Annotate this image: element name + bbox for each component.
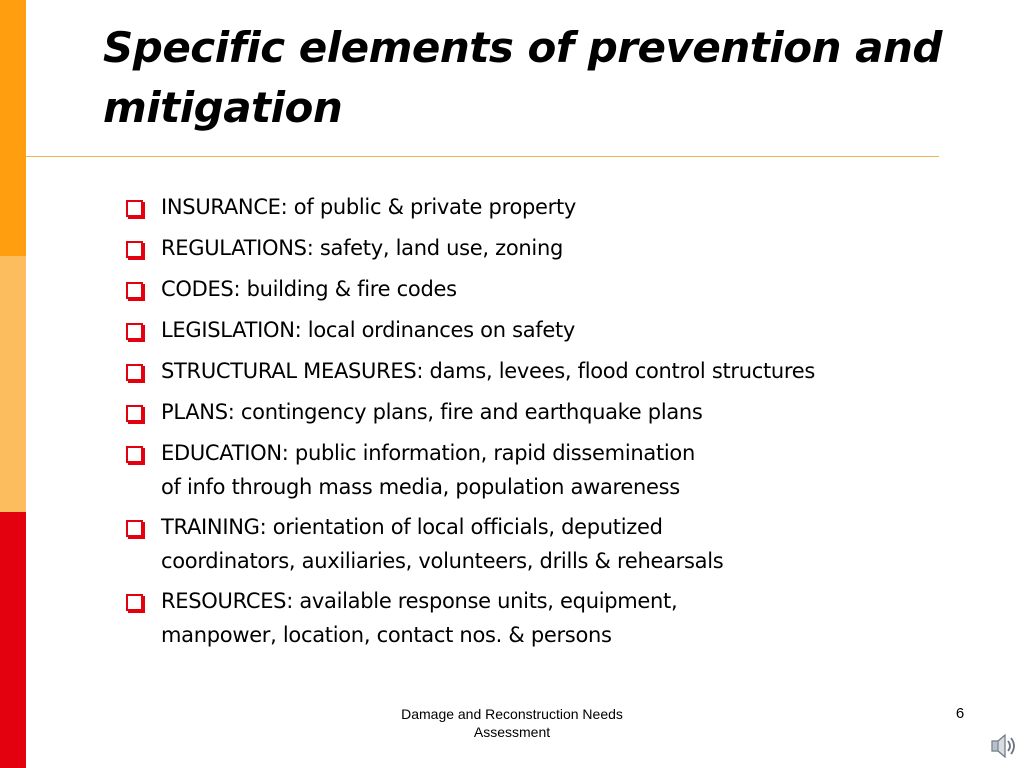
bullet-text: CODES: building & fire codes [161, 277, 457, 301]
bullet-text: PLANS: contingency plans, fire and earthquake plans [161, 400, 703, 424]
list-item [124, 231, 1004, 266]
checkbox-square-icon [126, 241, 143, 258]
speaker-icon-graphic [988, 730, 1018, 762]
list-item [124, 354, 1004, 389]
side-bar-orange [0, 0, 26, 256]
checkbox-square-icon [126, 520, 143, 537]
bullet-text-line2: of info through mass media, population awareness [161, 475, 680, 499]
footer-line2: Assessment [473, 724, 551, 740]
list-item [124, 313, 1004, 348]
bullet-text-line1: TRAINING: orientation of local officials, deputized [161, 515, 663, 539]
list-item [124, 510, 1004, 578]
speaker-icon[interactable] [988, 730, 1018, 762]
list-item [124, 584, 1004, 652]
bullet-text-line1: RESOURCES: available response units, equipment, [161, 589, 678, 613]
bullet-text-line2: coordinators, auxiliaries, volunteers, drills & rehearsals [161, 549, 724, 573]
list-item [124, 395, 1004, 430]
bullet-list [124, 190, 1004, 658]
list-item [124, 436, 1004, 504]
slide-title: Specific elements of prevention and mitigation [103, 23, 942, 132]
footer-line1: Damage and Reconstruction Needs [401, 706, 623, 722]
checkbox-square-icon [126, 594, 143, 611]
bullet-text: LEGISLATION: local ordinances on safety [161, 318, 576, 342]
checkbox-square-icon [126, 282, 143, 299]
checkbox-square-icon [126, 446, 143, 463]
page-number: 6 [955, 705, 965, 722]
checkbox-square-icon [126, 200, 143, 217]
title-divider [26, 156, 939, 157]
bullet-text: REGULATIONS: safety, land use, zoning [161, 236, 563, 260]
bullet-text: STRUCTURAL MEASURES: dams, levees, flood control structures [161, 359, 816, 383]
list-item [124, 272, 1004, 307]
footer-text [362, 705, 662, 741]
bullet-text-line1: EDUCATION: public information, rapid dissemination [161, 441, 695, 465]
side-bar-red [0, 512, 26, 768]
bullet-text-line2: manpower, location, contact nos. & persons [161, 623, 612, 647]
bullet-text: INSURANCE: of public & private property [161, 195, 577, 219]
list-item [124, 190, 1004, 225]
checkbox-square-icon [126, 323, 143, 340]
checkbox-square-icon [126, 405, 143, 422]
checkbox-square-icon [126, 364, 143, 381]
side-bar-light-orange [0, 256, 26, 512]
